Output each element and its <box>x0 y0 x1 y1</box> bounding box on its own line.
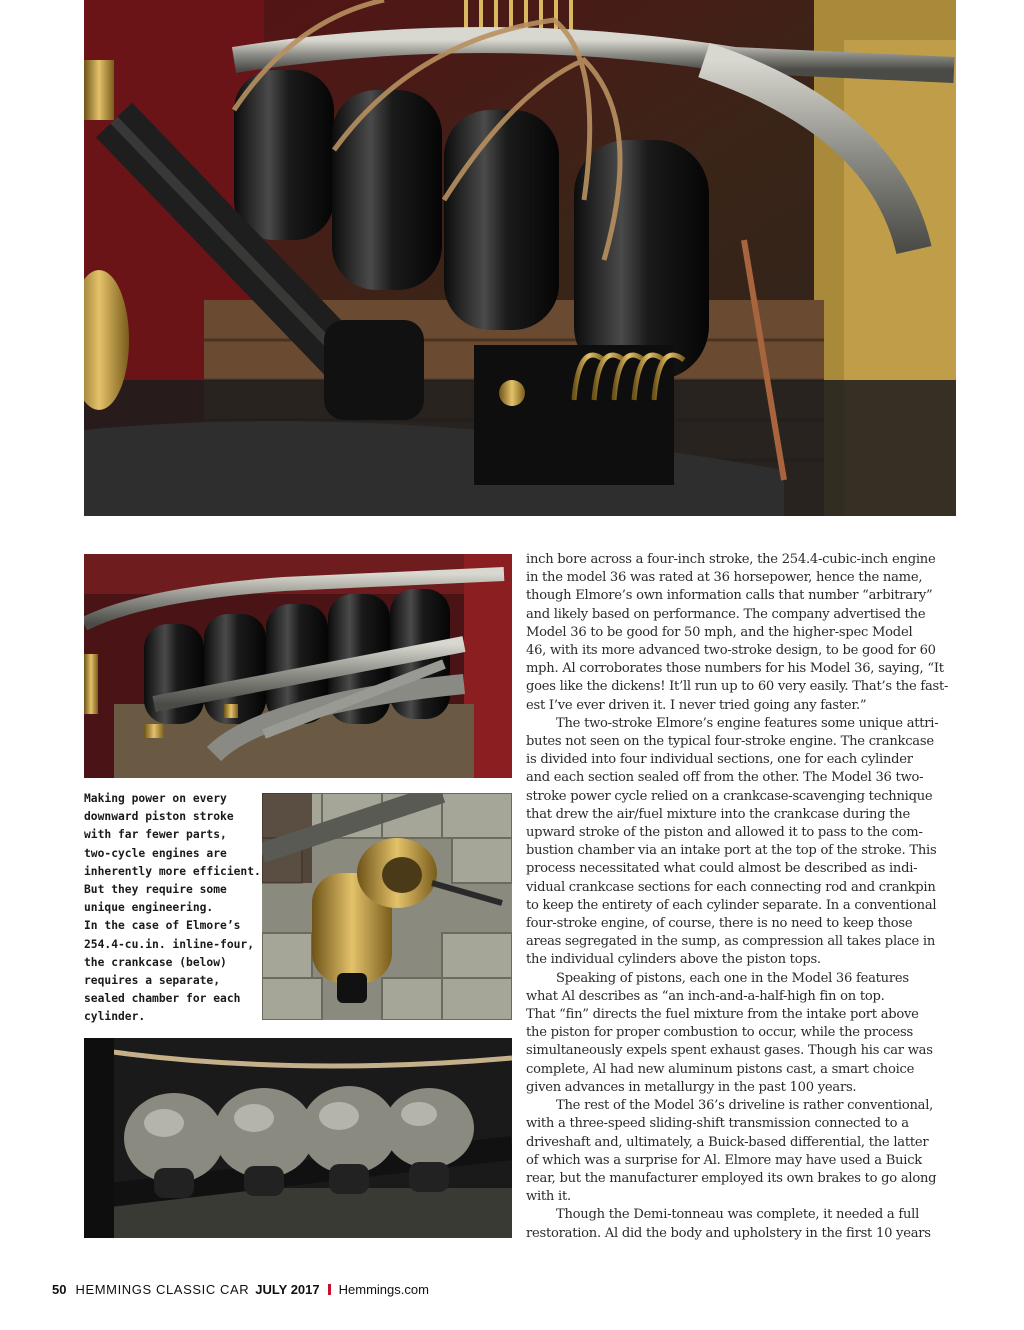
caption-line: unique engineering. <box>84 901 214 915</box>
article-line: four-stroke engine, of course, there is no need to keep those <box>526 916 913 932</box>
brass-carburetor-photo <box>262 793 512 1020</box>
article-line: driveshaft and, ultimately, a Buick-based differential, the latter <box>526 1134 929 1150</box>
article-line: given advances in metallurgy in the past 100 years. <box>526 1079 857 1095</box>
article-line: the piston for proper combustion to occur, while the process <box>526 1025 913 1041</box>
article-line: The rest of the Model 36’s driveline is rather conventional, <box>556 1098 934 1114</box>
article-line: process necessitated what could almost be described as indi- <box>526 861 918 877</box>
article-line: the individual cylinders above the piston tops. <box>526 952 821 968</box>
article-line: rear, but the manufacturer employed its own brakes to go along <box>526 1170 937 1186</box>
article-line: Though the Demi-tonneau was complete, it needed a full <box>556 1207 920 1223</box>
article-line: is divided into four individual sections, one for each cylinder <box>526 752 913 768</box>
article-line: in the model 36 was rated at 36 horsepower, hence the name, <box>526 570 923 586</box>
article-line: complete, Al had new aluminum pistons cast, a smart choice <box>526 1061 915 1077</box>
photo-caption <box>84 790 261 1027</box>
article-line: goes like the dickens! It’ll run up to 60 very easily. That’s the fast- <box>526 679 949 695</box>
article-body-column <box>526 551 956 1243</box>
article-line: that drew the air/fuel mixture into the crankcase during the <box>526 806 910 822</box>
article-line: to keep the entirety of each cylinder separate. In a conventional <box>526 897 937 913</box>
article-line: est I’ve ever driven it. I never tried going any faster.” <box>526 697 867 713</box>
article-line: bustion chamber via an intake port at the top of the stroke. This <box>526 843 937 859</box>
engine-bay-photo <box>84 0 956 516</box>
article-line: with it. <box>526 1189 571 1205</box>
issue-date: JULY 2017 <box>255 1281 320 1297</box>
footer-divider <box>328 1284 331 1295</box>
article-line: upward stroke of the piston and allowed it to pass to the com- <box>526 825 923 841</box>
website-link[interactable]: Hemmings.com <box>338 1281 429 1297</box>
caption-line: In the case of Elmore’s <box>84 919 241 933</box>
caption-line: with far fewer parts, <box>84 828 227 842</box>
caption-line: 254.4-cu.in. inline-four, <box>84 937 255 951</box>
article-line: stroke power cycle relied on a crankcase-scavenging technique <box>526 788 933 804</box>
article-line: restoration. Al did the body and upholstery in the first 10 years <box>526 1225 931 1241</box>
article-line: and likely based on performance. The company advertised the <box>526 606 926 622</box>
article-line: The two-stroke Elmore’s engine features some unique attri- <box>556 715 939 731</box>
article-line: butes not seen on the typical four-stroke engine. The crankcase <box>526 734 934 750</box>
publication-name: HEMMINGS CLASSIC CAR <box>75 1281 250 1297</box>
caption-line: sealed chamber for each <box>84 992 241 1006</box>
article-line: That “fin” directs the fuel mixture from the intake port above <box>526 1007 919 1023</box>
article-line: vidual crankcase sections for each connecting rod and crankpin <box>526 879 936 895</box>
article-line: though Elmore’s own information calls that number “arbitrary” <box>526 588 933 604</box>
article-line: mph. Al corroborates those numbers for his Model 36, saying, “It <box>526 661 944 677</box>
caption-line: two-cycle engines are <box>84 846 227 860</box>
crankcase-underside-photo <box>84 1038 512 1238</box>
article-line: Model 36 to be good for 50 mph, and the higher-spec Model <box>526 624 913 640</box>
page-number: 50 <box>52 1281 67 1297</box>
caption-line: downward piston stroke <box>84 810 234 824</box>
article-line: 46, with its more advanced two-stroke design, to be good for 60 <box>526 643 936 659</box>
inline-four-side-photo <box>84 554 512 778</box>
article-line: inch bore across a four-inch stroke, the 254.4-cubic-inch engine <box>526 552 936 567</box>
caption-line: cylinder. <box>84 1010 146 1024</box>
caption-line: the crankcase (below) <box>84 955 227 969</box>
article-line: of which was a surprise for Al. Elmore may have used a Buick <box>526 1152 922 1168</box>
caption-line: inherently more efficient. <box>84 864 261 878</box>
caption-line: But they require some <box>84 883 227 897</box>
article-line: areas segregated in the sump, as compression all takes place in <box>526 934 936 950</box>
article-line: simultaneously expels spent exhaust gases. Though his car was <box>526 1043 933 1059</box>
article-line: with a three-speed sliding-shift transmission connected to a <box>526 1116 909 1132</box>
page-footer <box>52 1279 429 1299</box>
caption-line: requires a separate, <box>84 974 221 988</box>
caption-line: Making power on every <box>84 792 227 805</box>
article-line: and each section sealed off from the other. The Model 36 two- <box>526 770 924 786</box>
article-line: Speaking of pistons, each one in the Model 36 features <box>556 970 909 986</box>
article-line: what Al describes as “an inch-and-a-half-high fin on top. <box>526 988 885 1004</box>
